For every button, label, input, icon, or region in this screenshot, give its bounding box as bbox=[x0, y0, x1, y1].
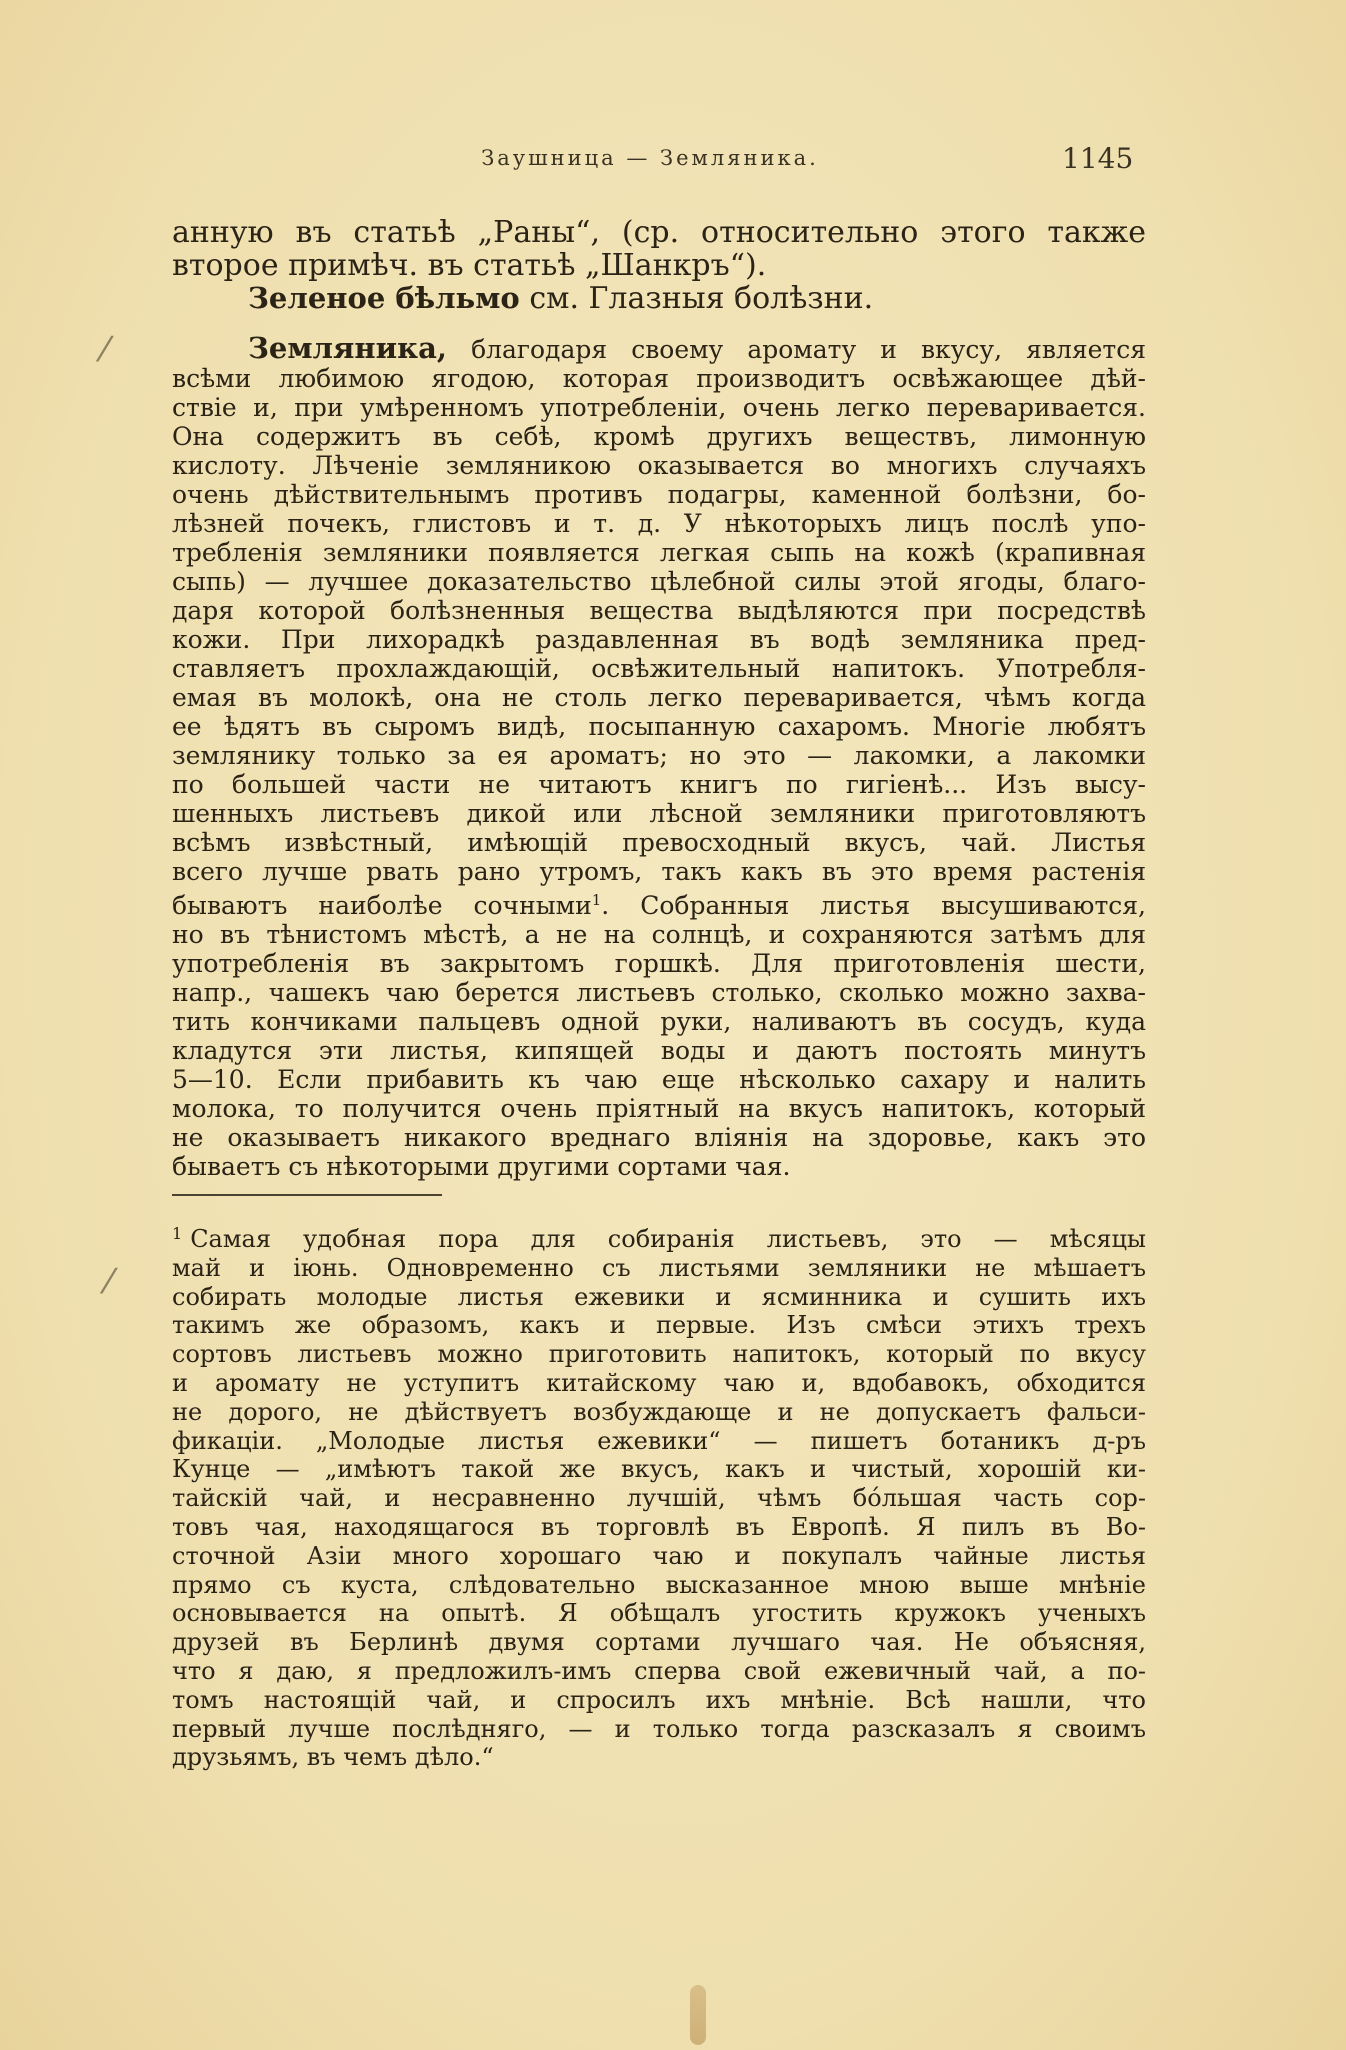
entry-zemlyanika bbox=[172, 334, 1146, 1181]
text-line: кожи. При лихорадкѣ раздавленная въ водѣ земляника пред- bbox=[172, 625, 1146, 654]
text-line: сточной Азіи много хорошаго чаю и покупалъ чайные листья bbox=[172, 1541, 1146, 1570]
text-line: друзей въ Берлинѣ двумя сортами лучшаго чая. Не объясняя, bbox=[172, 1628, 1146, 1657]
text-line: собирать молодые листья ежевики и ясминника и сушить ихъ bbox=[172, 1282, 1146, 1311]
text-line: тайскій чай, и несравненно лучшій, чѣмъ бо́льшая часть сор- bbox=[172, 1484, 1146, 1513]
text-line: напр., чашекъ чаю берется листьевъ столько, сколько можно захва- bbox=[172, 978, 1146, 1007]
text-line: лѣзней почекъ, глистовъ и т. д. У нѣкоторыхъ лицъ послѣ упо- bbox=[172, 509, 1146, 538]
footnote-divider bbox=[172, 1194, 442, 1196]
text-line: по большей части не читаютъ книгъ по гигіенѣ... Изъ высу- bbox=[172, 770, 1146, 799]
text-line: май и іюнь. Одновременно съ листьями земляники не мѣшаетъ bbox=[172, 1253, 1146, 1282]
text-line bbox=[172, 334, 1146, 364]
entry-zelenoe-belmo bbox=[172, 282, 1146, 315]
text-line: кладутся эти листья, кипящей воды и даютъ постоять минутъ bbox=[172, 1036, 1146, 1065]
text-line: не оказываетъ никакого вреднаго вліянія на здоровье, какъ это bbox=[172, 1123, 1146, 1152]
text-line: второе примѣч. въ статьѣ „Шанкръ“). bbox=[172, 249, 767, 282]
entry-text: см. Глазныя болѣзни. bbox=[519, 282, 874, 315]
text-line: Она содержитъ въ себѣ, кромѣ другихъ веществъ, лимонную bbox=[172, 422, 1146, 451]
text-line: всего лучше рвать рано утромъ, такъ какъ въ это время растенія bbox=[172, 857, 1146, 886]
pencil-check-mark-icon: ⁄ bbox=[102, 330, 108, 370]
entry-term: Земляника, bbox=[248, 334, 447, 364]
footnote-mark: 1 bbox=[172, 1224, 183, 1243]
text-line: землянику только за ея ароматъ; но это — лакомки, а лакомки bbox=[172, 741, 1146, 770]
text-line: бываетъ съ нѣкоторыми другими сортами чая. bbox=[172, 1152, 791, 1181]
text-line: кислоту. Лѣченіе земляникою оказывается во многихъ случаяхъ bbox=[172, 451, 1146, 480]
text-line: фикаціи. „Молодые листья ежевики“ — пишетъ ботаникъ д-ръ bbox=[172, 1426, 1146, 1455]
text-line: такимъ же образомъ, какъ и первые. Изъ смѣси этихъ трехъ bbox=[172, 1311, 1146, 1340]
page-stain bbox=[690, 1985, 706, 2045]
text-line: но въ тѣнистомъ мѣстѣ, а не на солнцѣ, и сохраняются затѣмъ для bbox=[172, 920, 1146, 949]
text-line: молока, то получится очень пріятный на вкусъ напитокъ, который bbox=[172, 1094, 1146, 1123]
text-line: друзьямъ, въ чемъ дѣло.“ bbox=[172, 1743, 494, 1772]
text-line: товъ чая, находящагося въ торговлѣ въ Европѣ. Я пилъ въ Во- bbox=[172, 1512, 1146, 1541]
text-line: требленія земляники появляется легкая сыпь на кожѣ (крапивная bbox=[172, 538, 1146, 567]
text-line bbox=[172, 886, 1146, 920]
text-line: даря которой болѣзненныя вещества выдѣляются при посредствѣ bbox=[172, 596, 1146, 625]
text-line: очень дѣйствительнымъ противъ подагры, каменной болѣзни, бо- bbox=[172, 480, 1146, 509]
text-line: употребленія въ закрытомъ горшкѣ. Для приготовленія шести, bbox=[172, 949, 1146, 978]
text-line: всѣмъ извѣстный, имѣющій превосходный вкусъ, чай. Листья bbox=[172, 828, 1146, 857]
footnote-reference[interactable]: 1 bbox=[591, 891, 602, 909]
entry-text: благодаря своему аромату и вкусу, является bbox=[447, 335, 1146, 364]
text-line: первый лучше послѣдняго, — и только тогда разсказалъ я своимъ bbox=[172, 1714, 1146, 1743]
text-line: томъ настоящій чай, и спросилъ ихъ мнѣніе. Всѣ нашли, что bbox=[172, 1685, 1146, 1714]
text-line: ее ѣдятъ въ сыромъ видѣ, посыпанную сахаромъ. Многіе любятъ bbox=[172, 712, 1146, 741]
text-line: прямо съ куста, слѣдовательно высказанное мною выше мнѣніе bbox=[172, 1570, 1146, 1599]
text-line: емая въ молокѣ, она не столь легко переваривается, чѣмъ когда bbox=[172, 683, 1146, 712]
text-line: основывается на опытѣ. Я обѣщалъ угостить кружокъ ученыхъ bbox=[172, 1599, 1146, 1628]
text-line: всѣми любимою ягодою, которая производитъ освѣжающее дѣй- bbox=[172, 364, 1146, 393]
running-head: Заушница — Земляника. bbox=[481, 146, 819, 170]
text-segment: . Собранныя листья высушиваются, bbox=[601, 891, 1146, 920]
text-line: Кунце — „имѣютъ такой же вкусъ, какъ и чистый, хорошій ки- bbox=[172, 1455, 1146, 1484]
text-line: ствіе и, при умѣренномъ употребленіи, очень легко переваривается. bbox=[172, 393, 1146, 422]
text-segment: Самая удобная пора для собиранія листьевъ, это — мѣсяцы bbox=[190, 1225, 1146, 1253]
pencil-check-mark-icon: ⁄ bbox=[106, 1262, 112, 1302]
text-line: тить кончиками пальцевъ одной руки, наливаютъ въ сосудъ, куда bbox=[172, 1007, 1146, 1036]
text-line: 5—10. Если прибавить къ чаю еще нѣсколько сахару и налить bbox=[172, 1065, 1146, 1094]
text-line: шенныхъ листьевъ дикой или лѣсной земляники приготовляютъ bbox=[172, 799, 1146, 828]
text-line: сортовъ листьевъ можно приготовить напитокъ, который по вкусу bbox=[172, 1340, 1146, 1369]
text-line: что я даю, я предложилъ-имъ сперва свой ежевичный чай, а по- bbox=[172, 1656, 1146, 1685]
text-line: сыпь) — лучшее доказательство цѣлебной силы этой ягоды, благо- bbox=[172, 567, 1146, 596]
footnote bbox=[172, 1220, 1146, 1772]
entry-term: Зеленое бѣльмо bbox=[248, 282, 520, 315]
text-line: и аромату не уступитъ китайскому чаю и, вдобавокъ, обходится bbox=[172, 1368, 1146, 1397]
text-line: анную въ статьѣ „Раны“, (ср. относительно этого также bbox=[172, 216, 1146, 249]
text-segment: бываютъ наиболѣе сочными bbox=[172, 891, 592, 920]
page-number: 1145 bbox=[1062, 142, 1134, 175]
continuation-lines bbox=[172, 216, 1146, 315]
text-line: не дорого, не дѣйствуетъ возбуждающе и не допускаетъ фальси- bbox=[172, 1397, 1146, 1426]
text-line: ставляетъ прохлаждающій, освѣжительный напитокъ. Употребля- bbox=[172, 654, 1146, 683]
text-line bbox=[172, 1220, 1146, 1254]
